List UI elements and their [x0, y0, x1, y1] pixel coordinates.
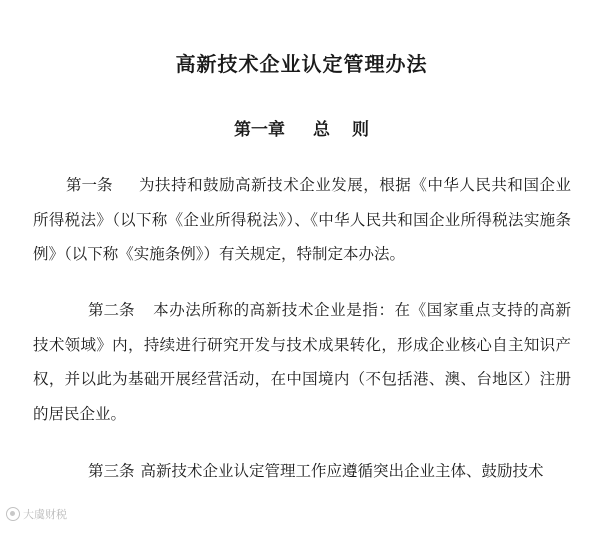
article-2-number: 第二条 — [88, 301, 135, 319]
article-1 — [33, 168, 571, 272]
document-title: 高新技术企业认定管理办法 — [175, 52, 428, 76]
chapter-number: 第一章 — [234, 120, 285, 140]
article-2 — [33, 293, 571, 431]
chapter-heading — [0, 115, 603, 140]
article-3-number: 第三条 — [88, 462, 135, 480]
chapter-name-part2: 则 — [352, 120, 369, 140]
article-3 — [33, 454, 571, 489]
weibo-icon — [6, 507, 20, 521]
article-2-text: 本办法所称的高新技术企业是指：在《国家重点支持的高新技术领域》内，持续进行研究开发与技术成果转化，形成企业核心自主知识产权，并以此为基础开展经营活动，在中国境内（不包括港、澳、台地区）注册的居民企业。 — [33, 301, 571, 423]
article-3-text: 高新技术企业认定管理工作应遵循突出企业主体、鼓励技术 — [140, 462, 544, 480]
article-1-text: 为扶持和鼓励高新技术企业发展，根据《中华人民共和国企业所得税法》（以下称《企业所得税法》）、《中华人民共和国企业所得税法实施条例》（以下称《实施条例》）有关规定，特制定本办法。 — [33, 176, 571, 263]
watermark — [6, 506, 67, 522]
watermark-text: 大虞财税 — [23, 508, 67, 521]
article-1-number: 第一条 — [66, 176, 113, 194]
chapter-name-part1: 总 — [313, 120, 330, 140]
